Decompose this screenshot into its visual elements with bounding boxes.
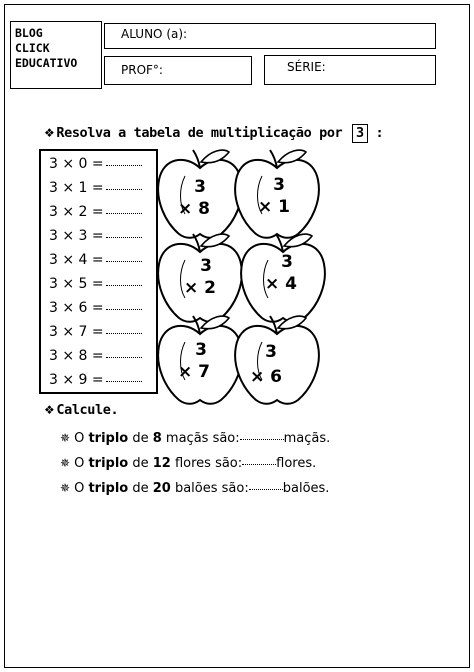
star-bullet-icon: ✵: [60, 431, 71, 445]
table-row: 3 × 2 =: [49, 204, 142, 220]
blog-line-1: BLOG: [15, 26, 43, 40]
student-name-label: ALUNO (a):: [121, 27, 188, 41]
answer-blank[interactable]: [106, 309, 142, 310]
statement-item: ✵ O triplo de 8 maçãs são: maçãs.: [60, 431, 331, 446]
apple: [235, 316, 319, 404]
table-row: 3 × 4 =: [49, 252, 142, 268]
apple-factor: 3: [273, 175, 285, 195]
table-row: 3 × 7 =: [49, 324, 142, 340]
apple-multiplier: × 8: [178, 199, 210, 219]
table-row: 3 × 5 =: [49, 276, 142, 292]
answer-blank[interactable]: [240, 439, 284, 440]
answer-blank[interactable]: [242, 464, 276, 465]
apple-factor: 3: [194, 177, 206, 197]
answer-blank[interactable]: [106, 189, 142, 190]
apple-multiplier: × 2: [184, 278, 216, 298]
blog-logo-box: [10, 21, 102, 89]
answer-blank[interactable]: [106, 237, 142, 238]
instruction-colon: :: [375, 125, 384, 141]
multiplication-table: [39, 149, 158, 394]
apples-illustration: [150, 140, 330, 405]
answer-blank[interactable]: [249, 489, 283, 490]
apple-factor: 3: [281, 252, 293, 272]
table-row: 3 × 6 =: [49, 300, 142, 316]
statement-item: ✵ O triplo de 20 balões são: balões.: [60, 481, 330, 496]
table-row: 3 × 0 =: [49, 156, 142, 172]
boxed-number: 3: [352, 124, 368, 143]
apple-multiplier: × 4: [265, 274, 297, 294]
apple-multiplier: × 1: [258, 197, 290, 217]
apple-factor: 3: [200, 256, 212, 276]
answer-blank[interactable]: [106, 261, 142, 262]
apple-factor: 3: [195, 340, 207, 360]
grade-field[interactable]: [264, 55, 436, 85]
student-name-field[interactable]: [104, 23, 436, 49]
table-row: 3 × 9 =: [49, 372, 142, 388]
blog-line-2: CLICK: [15, 41, 50, 55]
instruction-calculate: [44, 402, 118, 418]
diamond-bullet-icon: ❖: [44, 403, 55, 417]
instruction-text: Calcule.: [56, 402, 119, 418]
table-row: 3 × 3 =: [49, 228, 142, 244]
table-row: 3 × 8 =: [49, 348, 142, 364]
statement-item: ✵ O triplo de 12 flores são: flores.: [60, 456, 317, 471]
diamond-bullet-icon: ❖: [44, 126, 55, 140]
star-bullet-icon: ✵: [60, 481, 71, 495]
apple-factor: 3: [265, 342, 277, 362]
blog-line-3: EDUCATIVO: [15, 56, 78, 70]
answer-blank[interactable]: [106, 213, 142, 214]
answer-blank[interactable]: [106, 285, 142, 286]
apple-multiplier: × 7: [178, 362, 210, 382]
teacher-field[interactable]: [104, 56, 252, 85]
star-bullet-icon: ✵: [60, 456, 71, 470]
answer-blank[interactable]: [106, 333, 142, 334]
teacher-label: PROF°:: [121, 63, 163, 77]
answer-blank[interactable]: [106, 165, 142, 166]
answer-blank[interactable]: [106, 357, 142, 358]
table-row: 3 × 1 =: [49, 180, 142, 196]
apple-multiplier: × 6: [250, 367, 282, 387]
answer-blank[interactable]: [106, 381, 142, 382]
instruction-text: Resolva a tabela de multiplicação por: [56, 125, 343, 141]
grade-label: SÉRIE:: [287, 60, 326, 74]
